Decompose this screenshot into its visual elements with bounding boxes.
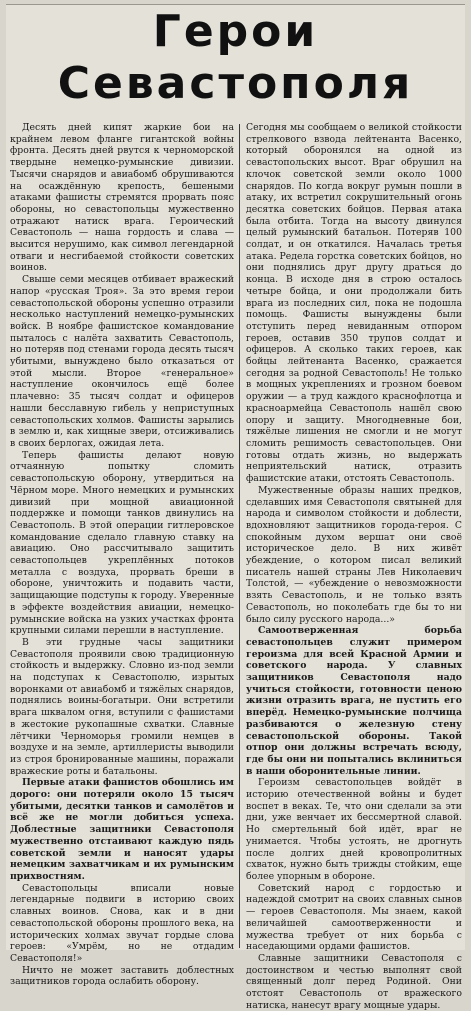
left-paragraph-6: Севастопольцы вписали новые легендарные подвиги в историю своих славных воинов. Снова, как и в дни севастопольской обороны прошлого века, на исторических холмах звучат гордые слова героев: «Умрём, но не отдадим Севастополя!»	[10, 882, 234, 964]
right-paragraph-2: Мужественные образы наших предков, сделавших имя Севастополя святыней для народа и символом стойкости и доблести, вдохновляют защитников города-героя. С спокойным духом вершат они своё историческое дело. В них живёт убеждение, о котором писал великий писатель нашей страны Лев Николаевич Толстой, — «убеждение о невозможности взять Севастополь, и не только взять Севастополь, но поколебать где бы то ни было силу русского народа...»	[246, 484, 462, 625]
right-paragraph-5: Советский народ с гордостью и надеждой смотрит на своих славных сынов — героев Севастополя. Мы знаем, какой величайшей самоотверженности и мужества требует от них борьба с наседающими ордами фашистов.	[246, 882, 462, 953]
right-paragraph-4: Героизм севастопольцев войдёт в историю отечественной войны и будет воспет в веках. Те, что они сделали за эти дни, уже венчает их бессмертной славой. Но смертельный бой идёт, враг не унимается. Чтобы устоять, не дрогнуть после долгих дней кровопролитных схваток, нужно быть трижды стойким, еще более упорным в обороне.	[246, 777, 462, 882]
column-divider	[239, 124, 240, 948]
left-paragraph-5: Первые атаки фашистов обошлись им дорого: они потеряли около 15 тысяч убитыми, десятки танков и самолётов и всё же не могли добиться успеха. Доблестные защитники Севастополя мужественно отстаивают каждую пядь советской земли и наносят удары немецким захватчикам и их румынским прихвостням.	[10, 777, 234, 882]
left-paragraph-1: Десять дней кипят жаркие бои на крайнем левом фланге гигантской войны фронта. Десять дней рвутся к черноморской твердыне немецко-румынские дивизии. Тысячи снарядов и авиабомб обрушиваются на осаждённую крепость, бешеными атаками фашисты стремятся прорвать пояс обороны, но севастопольцы мужественно отражают натиск врага. Героический Севастополь — наша гордость и слава — высится нерушимо, как символ легендарной отваги и несгибаемой стойкости советских воинов.	[10, 122, 234, 274]
headline-line-1: Герои	[152, 6, 319, 57]
headline	[6, 4, 465, 110]
right-paragraph-6: Славные защитники Севастополя с достоинством и честью выполнят свой священный долг перед Родиной. Они отстоят Севастополь от вражеского натиска, нанесут врагу мощные удары.	[246, 952, 462, 1011]
left-paragraph-4: В эти грудные часы защитники Севастополя проявили свою традиционную стойкость и выдержку. Словно из-под земли на подступах к Севастополю, изрытых воронками от авиабомб и тяжёлых снарядов, поднялись воины-богатыри. Они встретили врага шквалом огня, вступили с фашистами в жестокие рукопашные схватки. Славные лётчики Черноморья громили немцев в воздухе и на земле, артиллеристы выводили из строя бронированные машины, поражали вражеские роты и батальоны.	[10, 636, 234, 777]
left-paragraph-3: Теперь фашисты делают новую отчаянную попытку сломить севастопольскую оборону, утвердиться на Чёрном море. Много немецких и румынских дивизий при мощной авиационной поддержке и помощи танков двинулись на Севастополь. В этой операции гитлеровское командование сделало главную ставку на авиацию. Оно рассчитывало защитить севастопольцев укреплённых потоков металла с воздуха, прорвать бреши в обороне, уничтожить и подавить части, защищающие подступы к городу. Уверенные в эффекте воздействия авиации, немецко-румынские войска на узких участках фронта крупными силами перешли в наступление.	[10, 449, 234, 637]
headline-line-2: Севастополя	[57, 58, 414, 109]
newspaper-page	[6, 4, 465, 1011]
right-paragraph-1: Сегодня мы сообщаем о великой стойкости стрелкового взвода лейтенанта Васенко, который оборонялся на одной из севастопольских высот. Враг обрушил на клочок советской земли около 1000 снарядов. По когда вокруг румын пошли в атаку, их встретил сокрушительный огонь десятка советских бойцов. Первая атака была отбита. Тогда на высоту двинулся целый румынский батальон. Потеряв 100 солдат, и он откатился. Началась третья атака. Редела горстка советских бойцов, но они поднялись друг другу драться до конца. В исходе дня в строю осталось четыре бойца, и они продолжали бить врага из последних сил, пока не подошла помощь. Фашисты вынуждены были отступить перед невиданным отпором героев, оставив 350 трупов солдат и офицеров. А сколько таких героев, как бойцы лейтенанта Васенко, сражается сегодня за родной Севастополь! Не только в мощных укреплениях и грозном боевом оружии — а труд каждого краснофлотца и красноармейца Севастополь нашёл свою опору и защиту. Многодневные бои, тяжёлые лишения не смогли и не могут сломить решимость севастопольцев. Они готовы отдать жизнь, но выдержать неприятельский натиск, отразить фашистские атаки, отстоять Севастополь.	[246, 122, 462, 485]
left-column	[10, 122, 234, 988]
left-paragraph-7: Ничто не может заставить доблестных защитников города ослабить оборону.	[10, 964, 234, 988]
right-column	[246, 122, 462, 1011]
right-paragraph-3: Самоотверженная борьба севастопольцев служит примером героизма для всей Красной Армии и советского народа. У славных защитников Севастополя надо учиться стойкости, готовности ценою жизни отразить врага, не пустить его вперёд. Немецко-румынские полчища разбиваются о железную стену севастопольской обороны. Такой отпор они должны встречать всюду, где бы они ни попытались вклиниться в наши оборонительные линии.	[246, 625, 462, 777]
left-paragraph-2: Свыше семи месяцев отбивает вражеский напор «русская Троя». За это время герои севастопольской обороны успешно отразили несколько наступлений немецко-румынских войск. В ноябре фашистское командование пыталось с налёта захватить Севастополь, но потеряв под стенами города десять тысяч убитыми, вынуждено было отказаться от этой мысли. Второе «генеральное» наступление окончилось ещё более плачевно: 35 тысяч солдат и офицеров нашли бесславную гибель у неприступных севастопольских холмов. Фашисты зарылись в землю и, как хищные звери, отсиживались в своих берлогах, ожидая лета.	[10, 274, 234, 449]
